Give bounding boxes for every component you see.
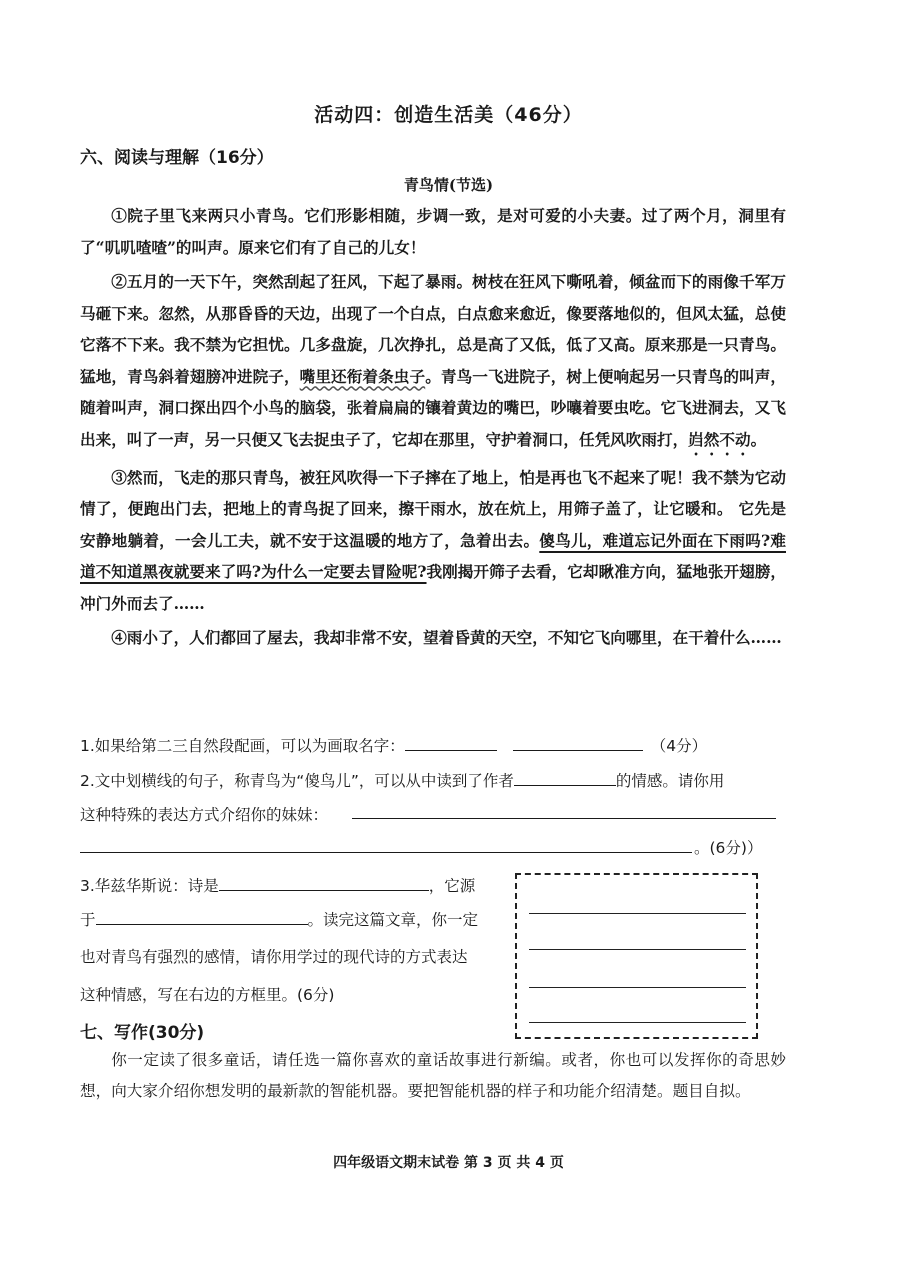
poem-answer-box[interactable] bbox=[515, 873, 758, 1039]
paragraph-1: ①院子里飞来两只小青鸟。它们形影相随，步调一致，是对可爱的小夫妻。过了两个月，洞里有了“叽叽喳喳”的叫声。原来它们有了自己的儿女！ bbox=[80, 206, 786, 257]
question-2-line-1: 2.文中划横线的句子，称青鸟为“傻鸟儿”，可以从中读到了作者 的情感。请你用 bbox=[80, 769, 724, 791]
activity-title: 活动四：创造生活美（46分） bbox=[314, 104, 583, 126]
question-2-score: 。(6分)） bbox=[694, 839, 763, 857]
answer-blank-q1-a[interactable] bbox=[405, 734, 497, 751]
writing-prompt: 你一定读了很多童话，请任选一篇你喜欢的童话故事进行新编。或者，你也可以发挥你的奇思妙想，向大家介绍你想发明的最新款的智能机器。要把智能机器的样子和功能介绍清楚。题目自拟。 bbox=[80, 1051, 786, 1100]
underlined-sentence: 傻鸟儿，难道忘记外面在下雨吗?难道不知道黑夜就要来了吗?为什么一定要去冒险呢? bbox=[80, 530, 786, 581]
question-3-line-4: 这种情感，写在右边的方框里。(6分) bbox=[80, 986, 335, 1004]
question-3-line-3: 也对青鸟有强烈的感情，请你用学过的现代诗的方式表达 bbox=[80, 948, 468, 966]
wavy-underlined-phrase: 嘴里还衔着条虫子 bbox=[299, 366, 426, 386]
poem-line[interactable] bbox=[529, 913, 746, 914]
answer-line-q2-b[interactable] bbox=[80, 852, 692, 853]
answer-line-q2-a[interactable] bbox=[352, 818, 776, 819]
paragraph-4: ④雨小了，人们都回了屋去，我却非常不安，望着昏黄的天空，不知它飞向哪里，在干着什么…… bbox=[111, 628, 782, 647]
section-seven-heading: 七、写作(30分) bbox=[80, 1023, 205, 1043]
paragraph-3: ③然而，飞走的那只青鸟，被狂风吹得一下子摔在了地上，怕是再也飞不起来了呢！我不禁为它动情了，便跑出门去，把地上的青鸟捉了回来，擦干雨水，放在炕上，用筛子盖了，让它暖和。 它先是安静地躺着，一会儿工夫，就不安于这温暖的地方了，急着出去。傻鸟儿，难道忘记外面在下雨吗?难道不知道黑夜就要来了吗?为什么一定要去冒险呢?我刚揭开筛子去看，它却瞅准方向，猛地张开翅膀，冲门外而去了…… bbox=[80, 467, 786, 613]
reading-passage bbox=[80, 200, 786, 657]
section-six-heading: 六、阅读与理解（16分） bbox=[80, 148, 274, 168]
question-2-line-2: 这种特殊的表达方式介绍你的妹妹： bbox=[80, 806, 329, 824]
question-3-line-2: 于 。读完这篇文章，你一定 bbox=[80, 908, 478, 930]
answer-blank-q3-b[interactable] bbox=[96, 908, 308, 925]
paragraph-2: ②五月的一天下午，突然刮起了狂风，下起了暴雨。树枝在狂风下嘶吼着，倾盆而下的雨像千军万马砸下来。忽然，从那昏昏的天边，出现了一个白点，白点愈来愈近，像要落地似的，但风太猛，总使它落不下来。我不禁为它担忧。几多盘旋，几次挣扎，总是高了又低，低了又高。原来那是一只青鸟。猛地，青鸟斜着翅膀冲进院子，嘴里还衔着条虫子。青鸟一飞进院子，树上便响起另一只青鸟的叫声，随着叫声，洞口探出四个小鸟的脑袋，张着扁扁的镶着黄边的嘴巴，吵嚷着要虫吃。它飞进洞去，又飞出来，叫了一声，另一只便又飞去捉虫子了，它却在那里，守护着洞口，任凭风吹雨打，岿然不动。 bbox=[80, 272, 786, 449]
answer-blank-q1-b[interactable] bbox=[513, 734, 643, 751]
passage-title: 青鸟情(节选) bbox=[403, 176, 494, 194]
poem-line[interactable] bbox=[529, 987, 746, 988]
question-3-line-1: 3.华兹华斯说：诗是 ，它源 bbox=[80, 874, 475, 896]
question-1: 1.如果给第二三自然段配画，可以为画取名字： （4分） bbox=[80, 734, 707, 756]
poem-line[interactable] bbox=[529, 949, 746, 950]
answer-blank-q2-emotion[interactable] bbox=[514, 769, 616, 786]
page-footer: 四年级语文期末试卷 第 3 页 共 4 页 bbox=[333, 1155, 564, 1171]
answer-blank-q3-a[interactable] bbox=[219, 874, 429, 891]
dotted-phrase: 岿然不动 bbox=[688, 429, 751, 449]
poem-line[interactable] bbox=[529, 1022, 746, 1023]
